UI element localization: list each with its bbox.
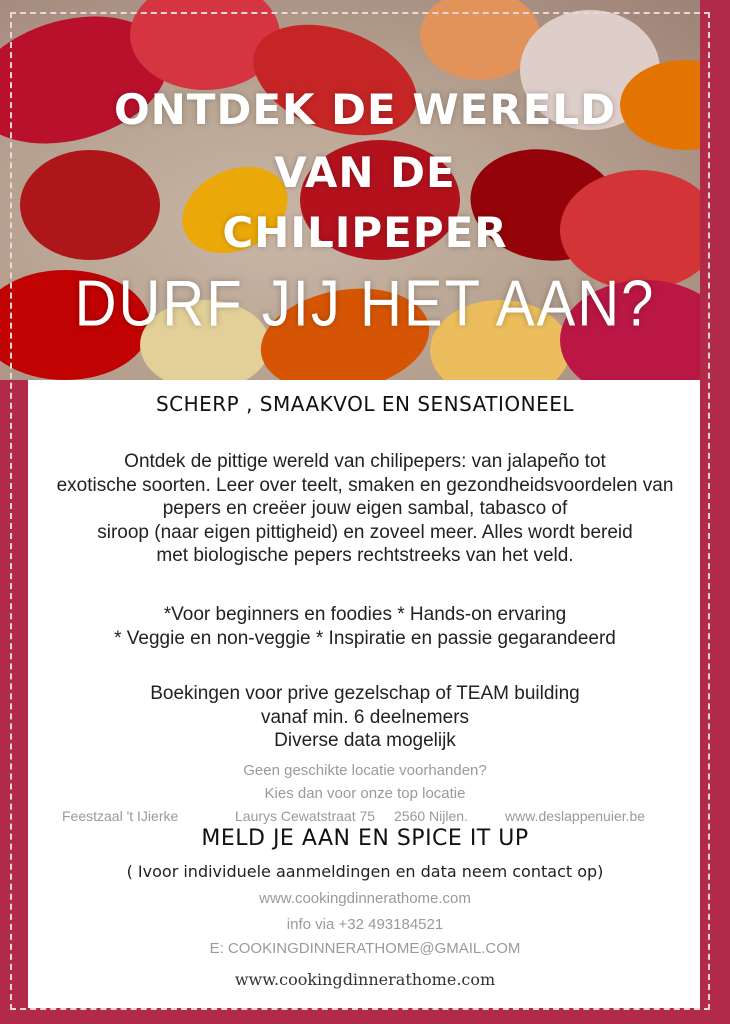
intro-line: pepers en creëer jouw eigen sambal, tabasco of [162,498,568,519]
features-list [40,603,690,650]
hero-title-line-1: ONTDEK DE WERELD [113,85,617,134]
features-line: * Veggie en non-veggie * Inspiratie en passie gegarandeerd [114,627,616,649]
intro-line: siroop (naar eigen pittigheid) en zoveel meer. Alles wordt bereid [97,521,633,543]
call-to-action: MELD JE AAN EN SPICE IT UP [201,826,529,851]
contact-phone: info via +32 493184521 [286,916,444,933]
booking-line: vanaf min. 6 deelnemers [260,706,470,728]
intro-line: Ontdek de pittige wereld van chilipepers: van jalapeño tot [124,451,606,472]
venue-website-link[interactable]: www.deslappenuier.be [505,808,646,824]
intro-line: exotische soorten. Leer over teelt, smaken en gezondheidsvoordelen van [56,474,674,496]
location-question: Geen geschikte locatie voorhanden? [243,762,487,779]
booking-info [40,682,690,753]
hero-title-line-2: VAN DE [274,148,456,197]
contact-note: ( Ivoor individuele aanmeldingen en data neem contact op) [126,862,604,881]
intro-line: met biologische pepers rechtstreeks van het veld. [156,545,574,566]
venue-city: 2560 Nijlen. [394,808,468,824]
venue-address: Laurys Cewatstraat 75 [235,808,376,824]
booking-line: Boekingen voor prive gezelschap of TEAM building [150,683,580,704]
intro-paragraph [40,450,690,568]
contact-email-link[interactable]: E: COOKINGDINNERATHOME@GMAIL.COM [209,940,521,957]
booking-line: Diverse data mogelijk [274,730,456,751]
location-prompt: Kies dan voor onze top locatie [264,785,466,802]
venue-name: Feestzaal 't IJierke [62,808,179,824]
hero-subtitle: DURF JIJ HET AAN? [74,267,656,340]
footer-website-link[interactable]: www.cookingdinnerathome.com [234,970,496,989]
contact-website-link[interactable]: www.cookingdinnerathome.com [259,890,471,907]
features-line: *Voor beginners en foodies * Hands-on ervaring [163,604,567,625]
hero-title-line-3: CHILIPEPER [222,208,508,257]
headline: SCHERP , SMAAKVOL EN SENSATIONEEL [155,392,575,416]
